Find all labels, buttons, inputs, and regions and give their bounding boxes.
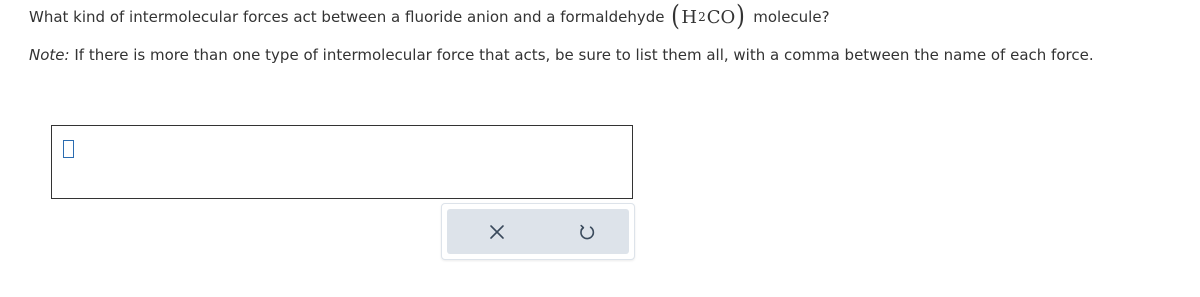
note-body: If there is more than one type of intermolecular force that acts, be sure to list them all, with a comma between the name of each force. [74, 46, 1094, 64]
answer-placeholder-box [63, 140, 74, 158]
question-text [29, 2, 830, 32]
question-prefix: What kind of intermolecular forces act between a fluoride anion and a formaldehyde [29, 8, 665, 26]
formula-h2co [670, 0, 746, 32]
clear-button[interactable] [485, 220, 509, 244]
formula-element-co: CO [706, 6, 736, 28]
answer-toolbar [441, 203, 635, 260]
answer-toolbar-panel [447, 209, 629, 254]
undo-button[interactable] [575, 220, 599, 244]
question-suffix: molecule? [753, 8, 830, 26]
note-label: Note: [29, 46, 70, 64]
formula-subscript: 2 [698, 10, 706, 24]
close-icon [489, 224, 505, 240]
undo-icon [578, 223, 596, 241]
formula-element-h: H [681, 6, 698, 28]
formula-close-paren: ) [736, 0, 746, 32]
formula-open-paren: ( [671, 0, 681, 32]
note-text [29, 46, 1094, 64]
answer-input[interactable] [51, 125, 633, 199]
